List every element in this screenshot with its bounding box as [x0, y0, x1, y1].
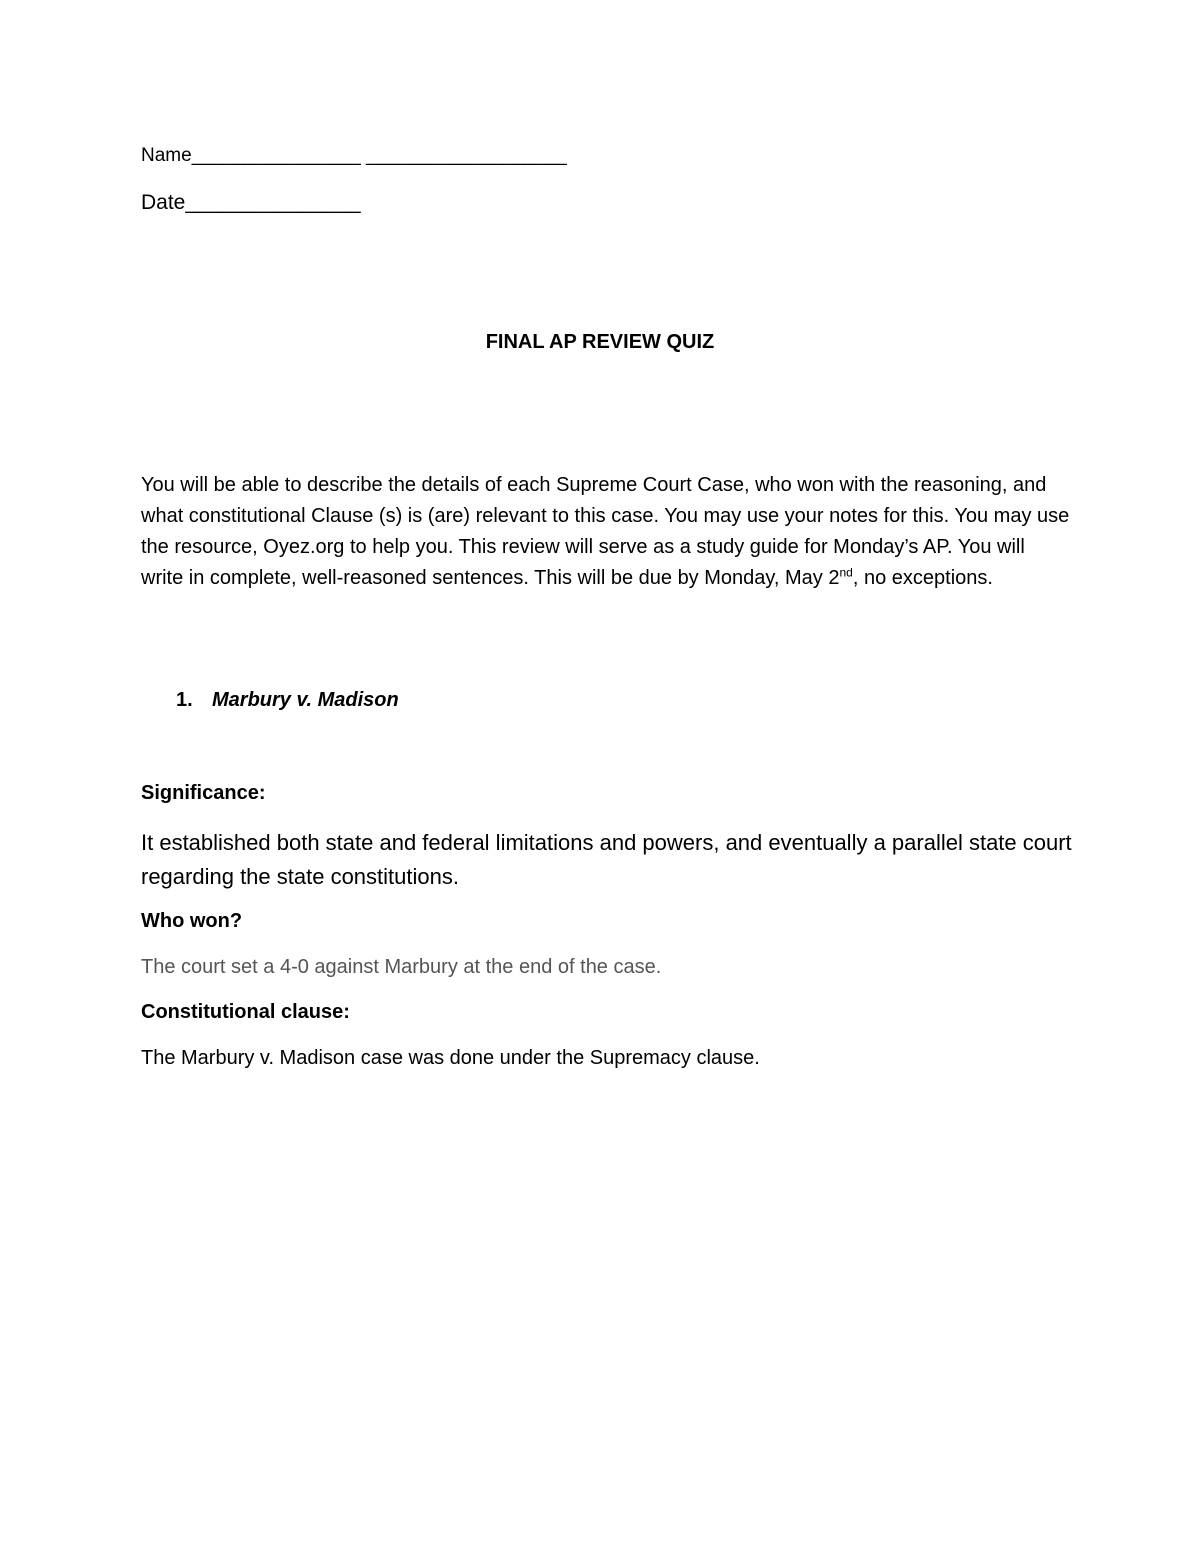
name-field[interactable]: [141, 145, 567, 167]
date-field[interactable]: [141, 191, 361, 215]
name-label: Name: [141, 145, 192, 166]
instructions-paragraph: [141, 470, 1071, 594]
who-won-label: Who won?: [141, 910, 243, 932]
date-label: Date: [141, 191, 186, 214]
case-list-item: [176, 689, 399, 712]
name-blank: ________________ ___________________: [191, 145, 567, 166]
significance-label: Significance:: [141, 782, 266, 804]
date-ordinal-suffix: nd: [839, 565, 853, 580]
case-number: 1.: [176, 689, 193, 711]
instructions-text: You will be able to describe the details of each Supreme Court Case, who won with the reasoning, and what constitutional Clause (s) is (are) relevant to this case. You may use your notes for this. You may use the resource, Oyez.org to help you. This review will serve as a study guide for Monday’s AP. You will write in complete, well-reasoned sentences. This will be due by Monday, May 2: [141, 474, 1070, 589]
significance-answer[interactable]: It established both state and federal limitations and powers, and eventually a parallel state court regarding the state constitutions.: [141, 830, 1072, 889]
constitutional-clause-answer[interactable]: The Marbury v. Madison case was done under the Supremacy clause.: [141, 1047, 760, 1069]
constitutional-clause-label: Constitutional clause:: [141, 1001, 350, 1023]
who-won-answer[interactable]: The court set a 4-0 against Marbury at the end of the case.: [141, 956, 662, 978]
page-title: FINAL AP REVIEW QUIZ: [485, 331, 715, 353]
date-blank: _______________: [185, 191, 361, 214]
case-name: Marbury v. Madison: [212, 689, 399, 711]
instructions-text-end: , no exceptions.: [852, 567, 993, 589]
